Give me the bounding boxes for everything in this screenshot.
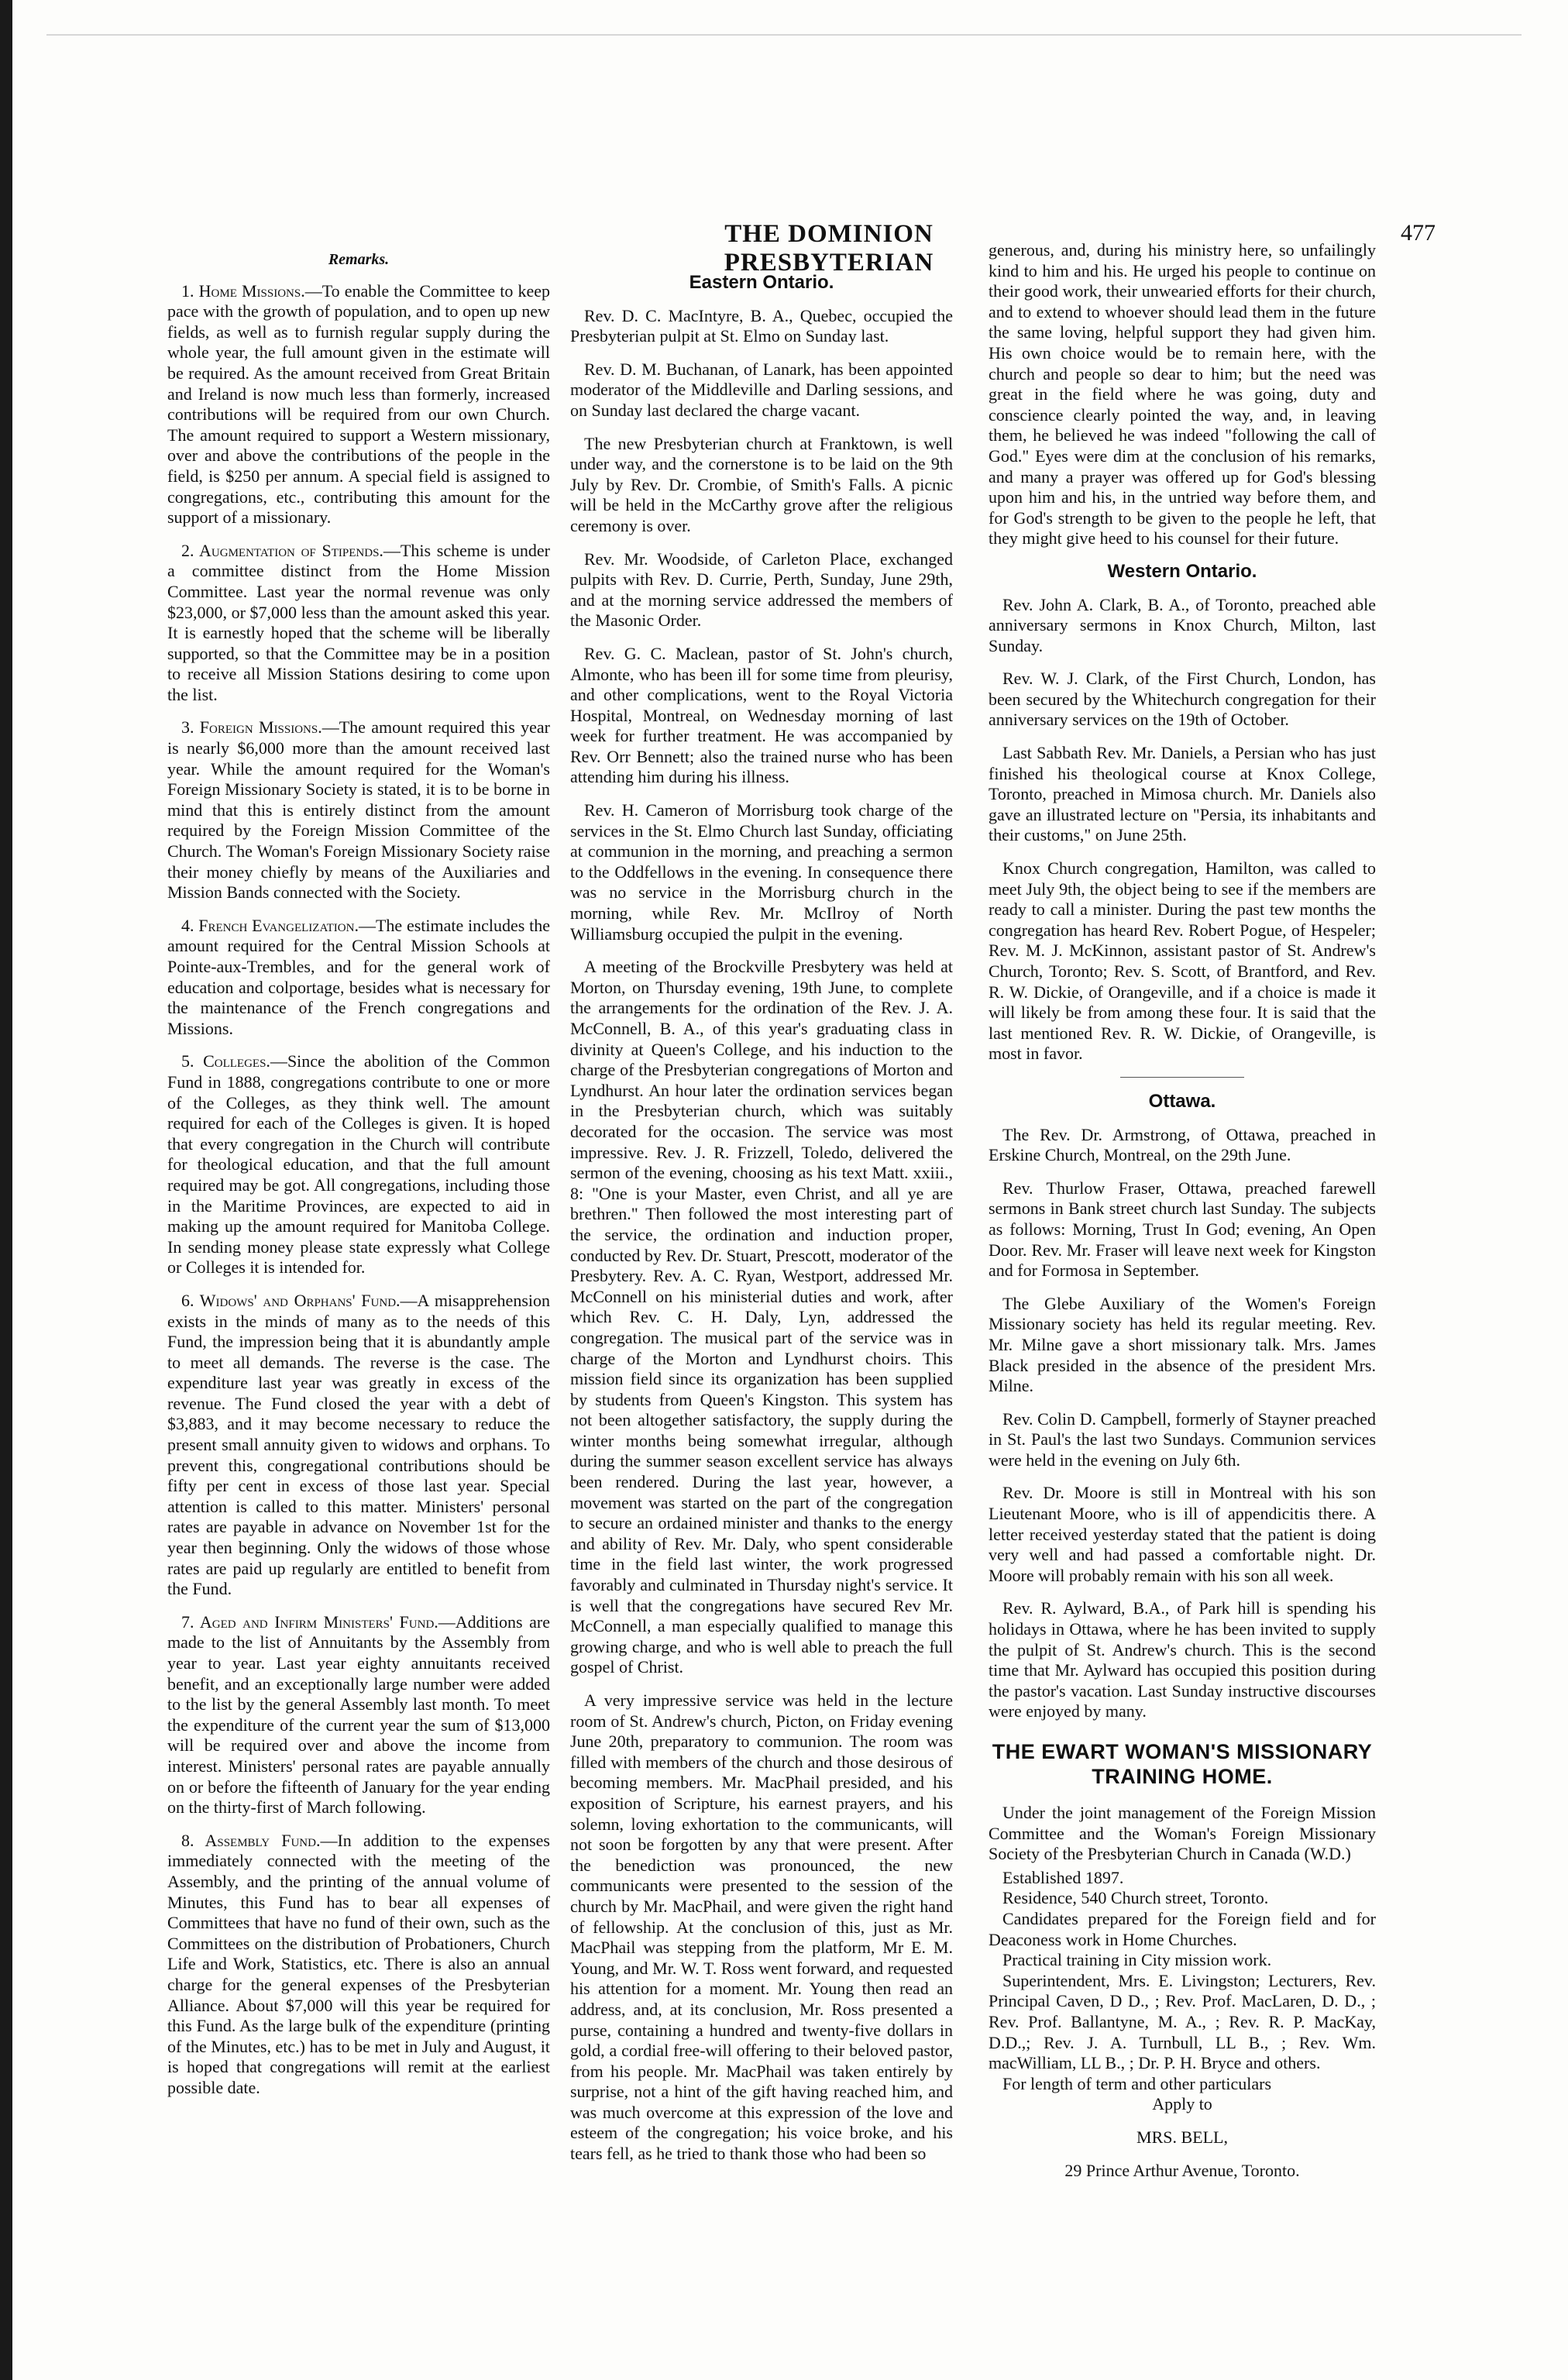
news-paragraph: Rev. John A. Clark, B. A., of Toronto, preached able anniversary sermons in Knox Church, Milton, last Sunday. (989, 594, 1376, 655)
ad-paragraph: Under the joint management of the Foreign Mission Committee and the Woman's Foreign Missionary Society of the Presbyterian Church in Canada (W.D.) (989, 1803, 1376, 1864)
ad-paragraph: Superintendent, Mrs. E. Livingston; Lecturers, Rev. Principal Caven, D D., ; Rev. Prof. MacLaren, D. D., ; Rev. Prof. Ballantyne, M. A., ; Rev. R. P. MacKay, D.D.,; Rev. J. A. Turnbull, LL B., ; Rev. Wm. macWilliam, LL B., ; Dr. P. H. Bryce and others. (989, 1970, 1376, 2073)
news-paragraph: A meeting of the Brockville Presbytery was held at Morton, on Thursday evening, 19th June, to complete the arrangements for the ordination of the Rev. J. A. McConnell, B. A., of this year's graduating class in divinity at Queen's College, and his induction to the charge of the Presbyterian congregations of Morton and Lyndhurst. An hour later the ordination services began in the Presbyterian church, which was suitably decorated for the occasion. The service was most impressive. Rev. J. R. Frizzell, Toledo, delivered the sermon of the evening, choosing as his text Matt. xxiii., 8: "One is your Master, even Christ, and all ye are brethren." Then followed the most interesting part of the service, the ordination and induction proper, conducted by Rev. Dr. Stuart, Prescott, moderator of the Presbytery. Rev. A. C. Ryan, Westport, addressed Mr. McConnell on his ministerial duties and work, after which Rev. C. H. Daly, Lyn, addressed the congregation. The musical part of the service was in charge of the Morton and Lyndhurst choirs. This mission field since its organization has been supplied by students from Queen's Kingston. This system has not been altogether satisfactory, the supply during the winter months being somewhat irregular, although during the summer season excellent service has always been rendered. During the last year, however, a movement was started on the part of the congregation to secure an ordained minister and thanks to the energy and ability of Rev. Mr. Daly, who spent considerable time in the field last winter, the work progressed favorably and culminated in Thursday night's service. It is well that the congregations have secured Rev Mr. McConnell, a man especially qualified to manage this growing charge, and who is well able to preach the full gospel of Christ. (570, 957, 953, 1677)
ad-paragraph: Residence, 540 Church street, Toronto. (1002, 1888, 1269, 1908)
remark-label: 3. Foreign Missions.— (181, 717, 339, 738)
news-paragraph: The Rev. Dr. Armstrong, of Ottawa, preached in Erskine Church, Montreal, on the 29th June. (989, 1124, 1376, 1165)
remark-item (167, 916, 550, 1040)
remark-label: 6. Widows' and Orphans' Fund.— (181, 1290, 418, 1310)
remark-item (167, 717, 550, 903)
remark-text: Since the abolition of the Common Fund in 1888, congregations contribute to one or more of the Colleges, as they think well. The amount required for each of the Colleges is given. It is hoped that every congregation in the Church will contribute for theological education, and that the full amount required may be got. All congregations, including those in the Maritime Provinces, are expected to aid in making up the amount required for Manitoba College. In sending money please state expressly what College or Colleges it is intended for. (167, 1051, 550, 1278)
ad-paragraph: Practical training in City mission work. (1002, 1950, 1272, 1970)
remark-item (167, 1291, 550, 1600)
remark-item (167, 281, 550, 528)
section-divider (1120, 1077, 1244, 1078)
news-paragraph: Rev. Dr. Moore is still in Montreal with his son Lieutenant Moore, who is ill of appendicitis there. A letter received yesterday stated that the patient is doing very well and had passed a comfortable night. Dr. Moore will probably remain with his son all week. (989, 1483, 1376, 1585)
news-paragraph: Rev. H. Cameron of Morrisburg took charge of the services in the St. Elmo Church last Sunday, officiating at communion in the morning, and preaching a sermon to the Oddfellows in the evening. In consequence there was no service in the Morrisburg church in the morning, while Rev. Mr. McIlroy of North Williamsburg occupied the pulpit in the evening. (570, 800, 953, 944)
news-paragraph: The new Presbyterian church at Franktown, is well under way, and the cornerstone is to be laid on the 9th July by Rev. Dr. Crombie, of Smith's Falls. A picnic will be held in the McCarthy grove after the religious ceremony is over. (570, 433, 953, 535)
page-edge-shadow (0, 0, 12, 2380)
remark-label: 2. Augmentation of Stipends.— (181, 540, 401, 560)
remarks-heading: Remarks. (328, 251, 390, 268)
news-paragraph: The Glebe Auxiliary of the Women's Foreign Missionary society has held its regular meeting. Rev. Mr. Milne gave a short missionary talk. Mrs. James Black presided in the absence of the president Mrs. Milne. (989, 1293, 1376, 1396)
remark-label: 4. French Evangelization.— (181, 915, 376, 935)
news-paragraph: Rev. R. Aylward, B.A., of Park hill is spending his holidays in Ottawa, where he has been invited to supply the pulpit of St. Andrew's church. This is the second time that Mr. Aylward has occupied this position during the pastor's vacation. Last Sunday instructive discourses were enjoyed by many. (989, 1598, 1376, 1721)
ad-paragraph: Established 1897. (1002, 1867, 1124, 1887)
remark-text: The estimate includes the amount required for the Central Mission Schools at Pointe-aux-Trembles, and for the general work of education and colportage, besides what is necessary for the maintenance of the French congregations and Missions. (167, 915, 550, 1038)
column-remarks (167, 249, 550, 2110)
remark-item (167, 1051, 550, 1278)
ad-paragraph: Candidates prepared for the Foreign field and for Deaconess work in Home Churches. (989, 1908, 1376, 1949)
page-number: 477 (1401, 220, 1436, 246)
column-western-ottawa (989, 240, 1376, 2193)
continued-paragraph: generous, and, during his ministry here, so unfailingly kind to him and his. He urged his people to continue on their good work, their unwearied efforts for their church, and to extend to whoever should lead them in the future the same loving, helpful support they had given him. His own choice would be to remain here, with the church and people so dear to him; but the need was great in the field where he was going, duty and conscience clearly pointed the way, and, in leaving them, he believed he was indeed "following the call of God." Eyes were dim at the conclusion of his remarks, and many a prayer was offered up for God's blessing upon him and his, in the untried way before them, and for God's strength to be given to the people he left, that they might give heed to his counsel for their future. (989, 240, 1376, 549)
section-heading-ottawa: Ottawa. (1148, 1090, 1216, 1112)
column-eastern-ontario (570, 267, 953, 2177)
remark-item (167, 1612, 550, 1818)
remark-item (167, 541, 550, 706)
advertisement-heading: THE EWART WOMAN'S MISSIONARY TRAINING HOME. (992, 1740, 1373, 1788)
section-heading-eastern-ontario: Eastern Ontario. (689, 272, 834, 293)
remark-label: 5. Colleges.— (181, 1051, 287, 1071)
news-paragraph: Rev. W. J. Clark, of the First Church, London, has been secured by the Whitechurch congregation for their anniversary services on the 19th of October. (989, 669, 1376, 730)
remark-item (167, 1831, 550, 2099)
news-paragraph: Rev. D. M. Buchanan, of Lanark, has been appointed moderator of the Middleville and Darling sessions, and on Sunday last declared the charge vacant. (570, 359, 953, 420)
news-paragraph: Rev. Mr. Woodside, of Carleton Place, exchanged pulpits with Rev. D. Currie, Perth, Sunday, June 29th, and at the morning service addressed the members of the Masonic Order. (570, 549, 953, 631)
ad-contact-name: MRS. BELL, (1136, 2127, 1228, 2147)
news-paragraph: Last Sabbath Rev. Mr. Daniels, a Persian who has just finished his theological course at Knox College, Toronto, preached in Mimosa church. Mr. Daniels also gave an illustrated lecture on "Persia, its inhabitants and their customs," on June 25th. (989, 743, 1376, 845)
masthead-title: THE DOMINION PRESBYTERIAN (724, 220, 934, 277)
remark-text: In addition to the expenses immediately connected with the meeting of the Assembly, and the printing of the annual volume of Minutes, this Fund has to bear all expenses of Committees that have no fund of their own, such as the Committees on the distribution of Probationers, Church Life and Work, Statistics, etc. There is also an annual charge for the general expenses of the Presbyterian Alliance. About $7,000 will this year be required for this Fund. As the large bulk of the expenditure (printing of the Minutes, etc.) has to be met in July and August, it is hoped that congregations will remit at the earliest possible date. (167, 1830, 550, 2097)
news-paragraph: Rev. Thurlow Fraser, Ottawa, preached farewell sermons in Bank street church last Sunday. The subjects as follows: Morning, Trust In God; evening, An Open Door. Rev. Mr. Fraser will leave next week for Kingston and for Formosa in September. (989, 1178, 1376, 1281)
remark-label: 7. Aged and Infirm Ministers' Fund.— (181, 1611, 456, 1632)
ad-paragraph: For length of term and other particulars (1002, 2073, 1272, 2093)
ad-apply-line: Apply to (1152, 2094, 1212, 2114)
remark-label: 8. Assembly Fund.— (181, 1830, 338, 1850)
remark-label: 1. Home Missions.— (181, 280, 322, 301)
news-paragraph: Knox Church congregation, Hamilton, was called to meet July 9th, the object being to see if the members are ready to call a minister. During the past tew months the congregation has heard Rev. Robert Pogue, of Hespeler; Rev. M. J. McKinnon, assistant pastor of St. Andrew's Church, Toronto; Rev. S. Scott, of Brantford, and Rev. R. W. Dickie, of Orangeville, and if a choice is made it will likely be from among these four. It is said that the last mentioned Rev. R. W. Dickie, of Orangeville, is most in favor. (989, 858, 1376, 1064)
news-paragraph: Rev. G. C. Maclean, pastor of St. John's church, Almonte, who has been ill for some time from pleurisy, and other complications, went to the Royal Victoria Hospital, Montreal, on Wednesday morning of last week for further treatment. He was accompanied by Rev. Orr Bennett; also the trained nurse who has been attending him during his illness. (570, 643, 953, 787)
remark-text: Additions are made to the list of Annuitants by the Assembly from year to year. Last year eighty annuitants received benefit, and an exceptionally large number were added to the list by the general Assembly last month. To meet the expenditure of the current year the sum of $13,000 will be required over and above the income from interest. Ministers' personal rates are payable annually on or before the fifteenth of January for the year ending on the thirty-first of March following. (167, 1611, 550, 1818)
remark-text: This scheme is under a committee distinct from the Home Mission Committee. Last year the normal revenue was only $23,000, or $7,000 less than the amount asked this year. It is earnestly hoped that the scheme will be liberally supported, so that the Committee may be in a position to receive all Mission Stations desiring to come upon the list. (167, 540, 550, 704)
news-paragraph: Rev. D. C. MacIntyre, B. A., Quebec, occupied the Presbyterian pulpit at St. Elmo on Sunday last. (570, 305, 953, 346)
section-heading-western-ontario: Western Ontario. (1107, 560, 1257, 582)
top-rule (46, 34, 1522, 36)
remark-text: To enable the Committee to keep pace with the growth of population, and to open up new fields, as well as to furnish regular supply during the whole year, the full amount given in the estimate will be required. As the amount received from Great Britain and Ireland is now much less than formerly, increased contributions will be required from our own Church. The amount required to support a Western missionary, over and above the contributions of the people in the field, is $250 per annum. A special field is assigned to congregations, etc., contributing this amount for the support of a missionary. (167, 280, 550, 528)
ad-contact-address: 29 Prince Arthur Avenue, Toronto. (1064, 2160, 1300, 2180)
remark-text: A misapprehension exists in the minds of many as to the needs of this Fund, the impression being that it is abundantly ample to meet all demands. The reverse is the case. The expenditure last year was greatly in excess of the revenue. The Fund closed the year with a debt of $3,883, and it may become necessary to reduce the present small annuity given to widows and orphans. To prevent this, congregational contributions should be fifty per cent in excess of those last year. Special attention is called to this matter. Ministers' personal rates are payable in advance on November 1st for the year then beginning. Only the widows of those whose rates are paid up regularly are entitled to benefit from the Fund. (167, 1290, 550, 1599)
news-paragraph: A very impressive service was held in the lecture room of St. Andrew's church, Picton, on Friday evening June 20th, preparatory to communion. The room was filled with members of the church and those desirous of becoming members. Mr. MacPhail presided, and his exposition of Scripture, his earnest prayers, and his solemn, loving exhortation to the communicants, will not soon be forgotten by any that were present. After the benediction was pronounced, the new communicants were presented to the session of the church by Mr. MacPhail, and were given the right hand of fellowship. At the conclusion of this, just as Mr. MacPhail was stepping from the platform, Mr E. M. Young, and Mr. W. T. Ross went forward, and requested his attention for a moment. Mr. Young then read an address, and, at its conclusion, Mr. Ross presented a purse, containing a hundred and twenty-five dollars in gold, a cordial free-will offering to their beloved pastor, from his people. Mr. MacPhail was taken entirely by surprise, not a hint of the gift having reached him, and was much overcome at this expression of the love and esteem of the congregation; his voice broke, and his tears fell, as he tried to thank those who had been so (570, 1690, 953, 2164)
news-paragraph: Rev. Colin D. Campbell, formerly of Stayner preached in St. Paul's the last two Sundays. Communion services were held in the evening on July 6th. (989, 1408, 1376, 1470)
remark-text: The amount required this year is nearly $6,000 more than the amount received last year. While the amount required for the Woman's Foreign Missionary Society is stated, it is to be borne in mind that this is entirely distinct from the amount required by the Foreign Mission Committee of the Church. The Woman's Foreign Missionary Society raise their money chiefly by means of the Auxiliaries and Mission Bands connected with the Society. (167, 717, 550, 903)
